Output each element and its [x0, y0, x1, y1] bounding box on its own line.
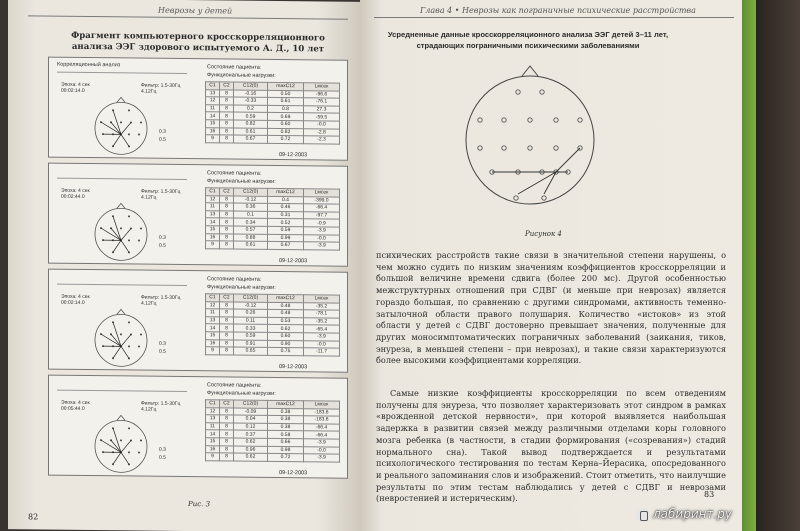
table-cell: 8 — [220, 415, 234, 423]
table-cell: 16 — [206, 445, 220, 453]
table-cell: 0.65 — [234, 347, 268, 355]
table-cell: 16 — [206, 127, 220, 135]
table-cell: 0.96 — [234, 446, 268, 454]
table-cell: 15 — [206, 120, 220, 128]
eeg-head-map — [89, 308, 153, 369]
column-header: C1 — [206, 294, 220, 302]
column-header: C2 — [220, 82, 234, 90]
threshold-value: 0.5 — [159, 454, 166, 461]
table-cell: 8 — [220, 127, 234, 135]
table-cell: -78.1 — [304, 310, 340, 318]
table-cell: 0.33 — [234, 324, 268, 332]
table-cell: 15 — [206, 438, 220, 446]
labirint-logo-icon — [636, 508, 650, 522]
page-number-left: 82 — [28, 512, 39, 522]
table-cell: -59.5 — [304, 113, 340, 121]
eeg-fragment — [48, 163, 348, 267]
table-cell: -0.0 — [304, 340, 340, 348]
column-header: C2 — [220, 400, 234, 408]
table-cell: -3.9 — [304, 227, 340, 235]
table-cell: 27.3 — [304, 106, 340, 114]
threshold-value: 0.3 — [159, 234, 166, 241]
table-cell: 8 — [220, 309, 234, 317]
table-cell: 8 — [220, 332, 234, 340]
table-cell: 8 — [220, 453, 234, 461]
running-head-right: Глава 4 • Неврозы как пограничные психические расстройства — [420, 6, 696, 15]
table-cell: 0.99 — [268, 234, 304, 242]
table-cell: 0.48 — [268, 302, 304, 310]
table-cell: -3.9 — [304, 454, 340, 462]
correlation-table — [205, 399, 340, 462]
column-header: C1 — [206, 188, 220, 196]
right-page — [360, 0, 742, 531]
table-cell: 0.46 — [268, 204, 304, 212]
table-cell: 0.60 — [268, 332, 304, 340]
threshold-value: 0.5 — [159, 136, 166, 143]
background — [756, 0, 800, 531]
body-paragraph: Самые низкие коэффициенты кросскорреляции по всем отведениям получены для энуреза, что позволяет характеризовать этот синдром в рамках «врожденной детской нервности», при которой выявляется наибольшая задержка в развитии связей между различными отделами коры головного мозга ребенка (в частности, в стадии формирования («созревания») стадий нормального сна). Такой вывод подтверждается и результатами психологического тестирования по тестам Керна–Йерасика, опосредованного и реального запоминания слов и изображений. Стоит отметить, что наилучшие результаты по этим тестам наблюдались у детей с СДВГ и неврозами (невростенией и истерическим). — [376, 388, 726, 504]
table-cell: 8 — [220, 339, 234, 347]
table-cell: 0.61 — [268, 98, 304, 106]
table-cell: 0.50 — [268, 90, 304, 98]
table-cell: 0.36 — [234, 203, 268, 211]
table-cell: -183.6 — [304, 408, 340, 416]
table-cell: -66.4 — [304, 204, 340, 212]
table-cell: 0.60 — [268, 120, 304, 128]
table-cell: -3.9 — [304, 242, 340, 250]
table-cell: 8 — [220, 347, 234, 355]
table-cell: -96.6 — [304, 90, 340, 98]
table-cell: 0.69 — [268, 113, 304, 121]
table-cell: 0.38 — [268, 416, 304, 424]
patient-state: Состояние пациента: Функциональные нагрузки: — [207, 382, 276, 397]
left-page — [8, 0, 360, 531]
table-cell: 13 — [206, 317, 220, 325]
table-cell: 0.62 — [234, 438, 268, 446]
table-cell: 15 — [206, 226, 220, 234]
filter-info: Фильтр: 1.5-30Гц 4.12Гц — [141, 294, 181, 307]
table-cell: 13 — [206, 211, 220, 219]
column-header: C1 — [206, 82, 220, 90]
table-cell: 9 — [206, 347, 220, 355]
table-cell: 0.57 — [234, 226, 268, 234]
column-header: Lмсек — [304, 401, 340, 409]
table-row — [206, 453, 340, 462]
table-cell: 14 — [206, 218, 220, 226]
table-cell: 16 — [206, 339, 220, 347]
eeg-fragment — [48, 269, 348, 373]
table-cell: 8 — [220, 120, 234, 128]
divider — [57, 284, 187, 286]
table-cell: 0.90 — [268, 340, 304, 348]
table-cell: 15 — [206, 332, 220, 340]
table-cell: 0.26 — [234, 309, 268, 317]
table-cell: 0.67 — [234, 135, 268, 143]
table-cell: 0.04 — [234, 415, 268, 423]
eeg-fragment — [48, 375, 348, 479]
table-cell: 0.1 — [234, 211, 268, 219]
figure-caption: Рисунок 4 — [525, 230, 562, 238]
table-cell: 0.66 — [268, 438, 304, 446]
table-cell: 9 — [206, 453, 220, 461]
head-rule — [28, 15, 348, 19]
table-cell: 8 — [220, 241, 234, 249]
head-rule — [374, 17, 734, 18]
filter-info: Фильтр: 1.5-30Гц 4.12Гц — [141, 82, 181, 95]
column-header: C12(0) — [234, 400, 268, 408]
column-header: C12(0) — [234, 82, 268, 90]
table-cell: 0.52 — [268, 219, 304, 227]
table-cell: -3.9 — [304, 439, 340, 447]
table-cell: 0.8 — [268, 105, 304, 113]
column-header: C1 — [206, 400, 220, 408]
table-cell: 0.59 — [234, 332, 268, 340]
table-cell: 9 — [206, 241, 220, 249]
table-cell: -2.8 — [304, 128, 340, 136]
table-cell: 9 — [206, 135, 220, 143]
table-cell: 13 — [206, 415, 220, 423]
column-header: maxC12 — [268, 82, 304, 90]
table-cell: 12 — [206, 195, 220, 203]
filter-info: Фильтр: 1.5-30Гц 4.12Гц — [141, 188, 181, 201]
record-date: 09-12-2003 — [279, 151, 308, 159]
correlation-table — [205, 81, 340, 144]
column-header: Lмсек — [304, 189, 340, 197]
table-cell: -35.2 — [304, 302, 340, 310]
column-header: Lмсек — [304, 83, 340, 91]
table-cell: 11 — [206, 309, 220, 317]
table-cell: 0.75 — [268, 348, 304, 356]
table-cell: 8 — [220, 203, 234, 211]
table-cell: 12 — [206, 407, 220, 415]
table-cell: 8 — [220, 438, 234, 446]
table-cell: -0.9 — [304, 219, 340, 227]
eeg-fragment — [48, 57, 348, 161]
threshold-value: 0.3 — [159, 446, 166, 453]
table-cell: -0.0 — [304, 446, 340, 454]
fragment-header: Корреляционный анализ — [57, 61, 121, 69]
table-cell: 0.37 — [234, 430, 268, 438]
table-cell: 8 — [220, 97, 234, 105]
patient-state: Состояние пациента: Функциональные нагрузки: — [207, 64, 276, 79]
table-cell: 12 — [206, 301, 220, 309]
body-paragraph: психических расстройств такие связи в значительной степени нарушены, о чем можно судить по низким значениям коэффициентов кросскорреляции и большой величине времени сдвига (более 200 мс). Другой особенностью межструктурных отношений при СДВГ (и меньше при неврозах) является гораздо большая, по сравнению с другими синдромами, активность теменно-затылочной области правого полушария. Количество «истоков» из этой области у детей с СДВГ достоверно превышает значения, полученные для других моносимптоматических пограничных заболеваний (заикания, тиков, энуреза, в меньшей степени – при неврозах), и такие связи характеризуются более высокими коэффициентами корреляции. — [376, 250, 726, 366]
threshold-value: 0.3 — [159, 340, 166, 347]
correlation-table — [205, 187, 340, 250]
cover-edge — [742, 0, 756, 531]
table-cell: -183.6 — [304, 416, 340, 424]
epoch-info: Эпоха: 4 сек 00:05:44.0 — [61, 399, 90, 412]
table-row — [206, 135, 340, 144]
column-header: Lмсек — [304, 295, 340, 303]
table-cell: 0.88 — [234, 234, 268, 242]
table-cell: 0.34 — [234, 218, 268, 226]
table-cell: 14 — [206, 324, 220, 332]
table-cell: 0.72 — [268, 454, 304, 462]
figure-title: Усредненные данные кросскорреляционного анализа ЭЭГ детей 3–11 лет, страдающих пограничными психическими заболеваниями — [387, 30, 669, 50]
table-cell: 8 — [220, 135, 234, 143]
watermark-text: лабиринт.ру — [653, 507, 733, 521]
table-cell: -2.3 — [304, 136, 340, 144]
table-cell: -11.7 — [304, 348, 340, 356]
table-cell: 8 — [220, 324, 234, 332]
table-cell: -35.2 — [304, 318, 340, 326]
table-cell: -66.4 — [304, 431, 340, 439]
table-cell: 0.82 — [234, 120, 268, 128]
table-cell: 0.53 — [268, 317, 304, 325]
threshold-value: 0.3 — [159, 128, 166, 135]
record-date: 09-12-2003 — [279, 363, 308, 371]
table-cell: -0.0 — [304, 234, 340, 242]
table-cell: -97.7 — [304, 212, 340, 220]
figure-title: Фрагмент компьютерного кросскорреляционного анализа ЭЭГ здорового испытуемого А. Д., 10 лет — [71, 30, 325, 55]
table-row — [206, 347, 340, 356]
table-cell: 0.38 — [268, 408, 304, 416]
filter-info: Фильтр: 1.5-30Гц 4.12Гц — [141, 400, 181, 413]
table-cell: 8 — [220, 112, 234, 120]
table-cell: 0.59 — [268, 226, 304, 234]
column-header: C12(0) — [234, 188, 268, 196]
record-date: 09-12-2003 — [279, 469, 308, 477]
table-cell: -0.16 — [234, 90, 268, 98]
table-cell: 16 — [206, 233, 220, 241]
page-number-right: 83 — [704, 490, 715, 499]
table-cell: 14 — [206, 112, 220, 120]
divider — [57, 390, 187, 392]
column-header: C2 — [220, 294, 234, 302]
epoch-info: Эпоха: 4 сек 00:02:44.0 — [61, 187, 90, 200]
divider — [57, 72, 187, 74]
table-cell: 8 — [220, 226, 234, 234]
table-cell: 8 — [220, 89, 234, 97]
table-cell: 0.61 — [234, 128, 268, 136]
table-cell: 8 — [220, 445, 234, 453]
table-cell: 0.38 — [268, 423, 304, 431]
table-cell: 0.12 — [234, 423, 268, 431]
table-cell: 0.59 — [234, 112, 268, 120]
column-header: C12(0) — [234, 294, 268, 302]
correlation-table — [205, 293, 340, 356]
table-cell: 14 — [206, 430, 220, 438]
table-cell: -0.33 — [234, 97, 268, 105]
table-cell: 0.62 — [268, 325, 304, 333]
table-cell: -0.09 — [234, 408, 268, 416]
table-cell: 12 — [206, 97, 220, 105]
table-cell: -0.12 — [234, 302, 268, 310]
column-header: maxC12 — [268, 188, 304, 196]
table-cell: 0.58 — [268, 431, 304, 439]
table-cell: 0.48 — [268, 310, 304, 318]
table-cell: 8 — [220, 407, 234, 415]
eeg-head-map — [89, 202, 153, 263]
divider — [57, 178, 187, 180]
threshold-value: 0.5 — [159, 348, 166, 355]
table-cell: 8 — [220, 233, 234, 241]
table-cell: 0.11 — [234, 317, 268, 325]
table-cell: 8 — [220, 423, 234, 431]
table-cell: 8 — [220, 105, 234, 113]
threshold-value: 0.5 — [159, 242, 166, 249]
eeg-head-map — [89, 96, 153, 157]
table-cell: 8 — [220, 430, 234, 438]
running-head-left: Неврозы у детей — [158, 5, 233, 16]
figure-caption: Рис. 3 — [188, 500, 211, 509]
table-cell: 0.62 — [234, 453, 268, 461]
column-header: C2 — [220, 188, 234, 196]
table-cell: -3.9 — [304, 333, 340, 341]
table-cell: 11 — [206, 105, 220, 113]
table-cell: 11 — [206, 203, 220, 211]
table-cell: 8 — [220, 211, 234, 219]
table-cell: -0.0 — [304, 121, 340, 129]
column-header: maxC12 — [268, 294, 304, 302]
table-cell: -399.0 — [304, 196, 340, 204]
table-cell: 8 — [220, 317, 234, 325]
table-cell: 0.91 — [234, 340, 268, 348]
table-cell: 0.98 — [268, 446, 304, 454]
table-cell: -0.12 — [234, 196, 268, 204]
table-cell: -65.4 — [304, 325, 340, 333]
table-cell: 0.4 — [268, 196, 304, 204]
table-row — [206, 241, 340, 250]
table-cell: 8 — [220, 195, 234, 203]
table-cell: 8 — [220, 301, 234, 309]
column-header: maxC12 — [268, 400, 304, 408]
table-cell: -66.4 — [304, 424, 340, 432]
table-cell: 13 — [206, 89, 220, 97]
table-cell: 0.67 — [268, 242, 304, 250]
patient-state: Состояние пациента: Функциональные нагрузки: — [207, 170, 276, 185]
table-cell: 0.31 — [268, 211, 304, 219]
patient-state: Состояние пациента: Функциональные нагрузки: — [207, 276, 276, 291]
epoch-info: Эпоха: 4 сек 00:02:14.0 — [61, 81, 90, 94]
watermark — [636, 507, 732, 522]
table-cell: 0.61 — [234, 241, 268, 249]
eeg-head-map — [89, 414, 153, 475]
record-date: 09-12-2003 — [279, 257, 308, 265]
table-cell: 0.82 — [268, 128, 304, 136]
table-cell: 11 — [206, 423, 220, 431]
epoch-info: Эпоха: 4 сек 00:02:14.0 — [61, 293, 90, 306]
head-diagram — [460, 62, 600, 212]
table-cell: 8 — [220, 218, 234, 226]
table-cell: -76.1 — [304, 98, 340, 106]
table-cell: 0.2 — [234, 105, 268, 113]
table-cell: 0.72 — [268, 136, 304, 144]
